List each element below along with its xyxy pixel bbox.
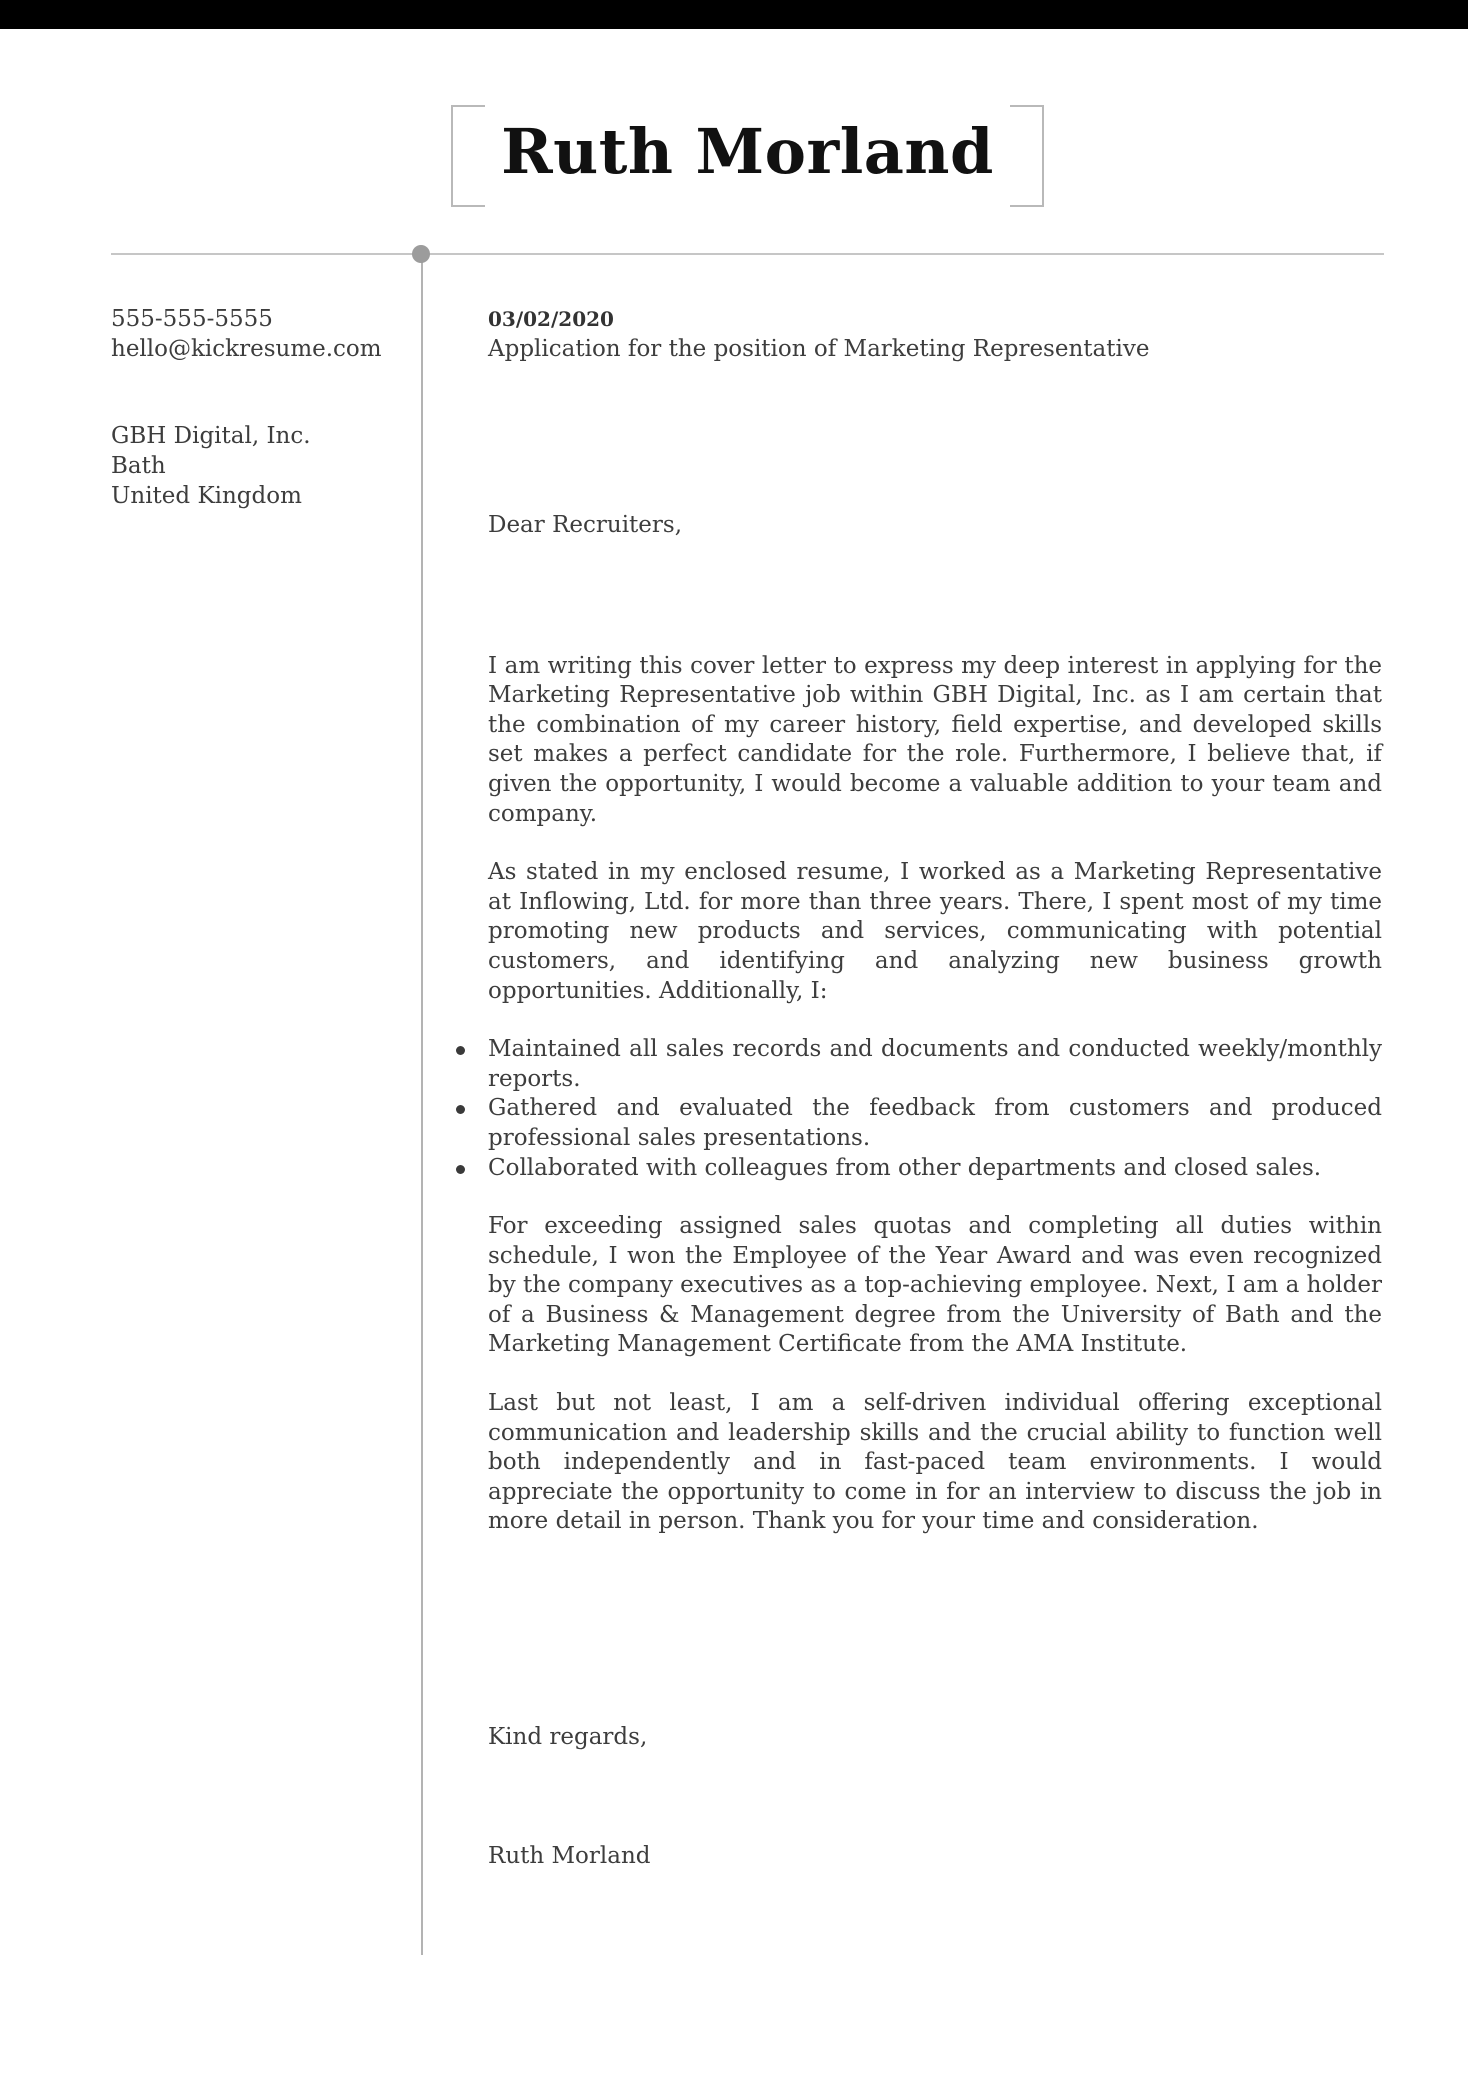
bullet-icon [456,1165,465,1174]
bullet-icon [456,1046,465,1055]
letter-body [488,304,1382,1871]
list-item [488,1035,1382,1094]
letter-signature: Ruth Morland [488,1842,651,1869]
applicant-name: Ruth Morland [501,115,994,188]
name-header [451,105,1044,205]
list-item-text: Collaborated with colleagues from other departments and closed sales. [488,1154,1322,1181]
column-divider [421,255,423,1955]
divider-dot [412,245,430,263]
achievements-list [488,1035,1382,1183]
letter-subject: Application for the position of Marketing Representative [488,336,1150,362]
contact-sidebar [111,304,401,511]
recipient-country: United Kingdom [111,483,302,509]
recipient-city: Bath [111,453,166,479]
list-item-text: Maintained all sales records and documents and conducted weekly/monthly reports. [488,1036,1382,1092]
top-bar [0,0,1468,29]
sidebar-spacer [111,364,401,421]
list-item-text: Gathered and evaluated the feedback from customers and produced professional sales presentations. [488,1095,1382,1151]
header-divider [111,253,1384,255]
paragraph-2: As stated in my enclosed resume, I worked as a Marketing Representative at Inflowing, Ltd. for more than three years. There, I spent most of my time promoting new products and services, communicating with potential customers, and identifying and analyzing new business growth opportunities. Additionally, I: [488,859,1382,1004]
letter-date: 03/02/2020 [488,307,614,331]
list-item [488,1154,1382,1184]
letter-closing: Kind regards, [488,1724,648,1751]
list-item [488,1094,1382,1153]
paragraph-4: Last but not least, I am a self-driven individual offering exceptional communication and leadership skills and the crucial ability to function well both independently and in fast-paced team environments. I would appreciate the opportunity to come in for an interview to discuss the job in more detail in person. Thank you for your time and consideration. [488,1390,1382,1535]
recipient-company: GBH Digital, Inc. [111,423,311,449]
phone-number: 555-555-5555 [111,306,273,332]
bullet-icon [456,1105,465,1114]
letter-greeting: Dear Recruiters, [488,512,683,538]
paragraph-3: For exceeding assigned sales quotas and completing all duties within schedule, I won the Employee of the Year Award and was even recognized by the company executives as a top-achieving employee. Next, I am a holder of a Business & Management degree from the University of Bath and the Marketing Management Certificate from the AMA Institute. [488,1213,1382,1358]
email-address: hello@kickresume.com [111,336,382,362]
paragraph-1: I am writing this cover letter to express my deep interest in applying for the Marketing Representative job within GBH Digital, Inc. as I am certain that the combination of my career history, field expertise, and developed skills set makes a perfect candidate for the role. Furthermore, I believe that, if given the opportunity, I would become a valuable addition to your team and company. [488,652,1382,827]
